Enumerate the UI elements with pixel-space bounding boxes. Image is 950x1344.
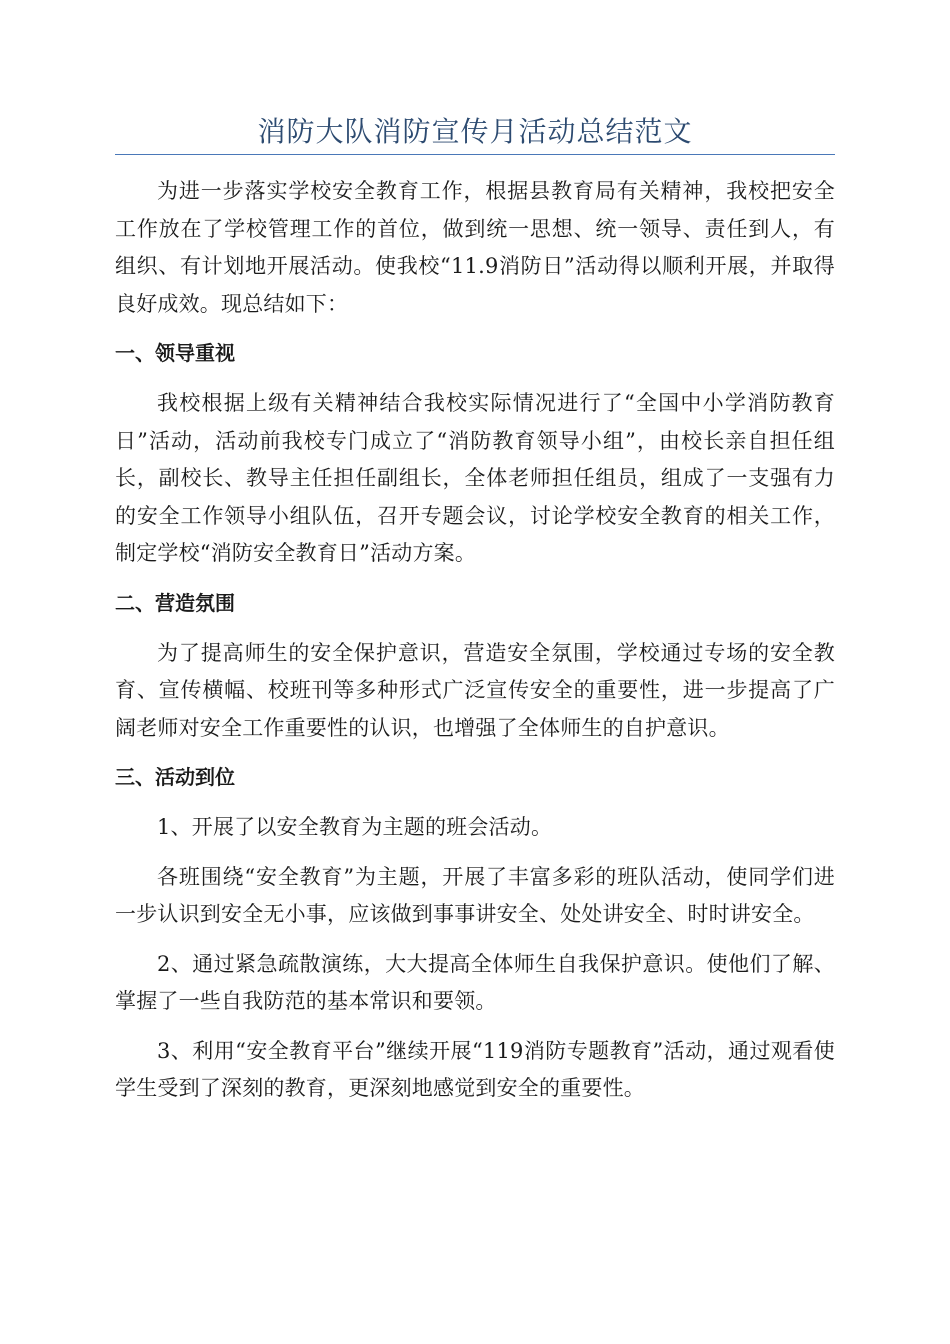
intro-paragraph: 为进一步落实学校安全教育工作，根据县教育局有关精神，我校把安全工作放在了学校管理工作的首位，做到统一思想、统一领导、责任到人，有组织、有计划地开展活动。使我校“11.9消防日”活动得以顺利开展，并取得良好成效。现总结如下： [115,179,835,316]
activity-item-1-detail: 各班围绕“安全教育”为主题，开展了丰富多彩的班队活动，使同学们进一步认识到安全无小事，应该做到事事讲安全、处处讲安全、时时讲安全。 [115,864,835,926]
section-heading-atmosphere: 二、营造氛围 [115,590,235,615]
title-underline [115,154,835,155]
section-leadership-paragraph: 我校根据上级有关精神结合我校实际情况进行了“全国中小学消防教育日”活动，活动前我校专门成立了“消防教育领导小组”，由校长亲自担任组长，副校长、教导主任担任副组长，全体老师担任组员，组成了一支强有力的安全工作领导小组队伍，召开专题会议，讨论学校安全教育的相关工作，制定学校“消防安全教育日”活动方案。 [115,391,835,565]
section-heading-activities: 三、活动到位 [115,765,235,789]
activity-item-3: 3、利用“安全教育平台”继续开展“119消防专题教育”活动，通过观看使学生受到了深刻的教育，更深刻地感觉到安全的重要性。 [115,1038,835,1100]
activity-item-1: 1、开展了以安全教育为主题的班会活动。 [157,815,553,839]
section-atmosphere-paragraph: 为了提高师生的安全保护意识，营造安全氛围，学校通过专场的安全教育、宣传横幅、校班刊等多种形式广泛宣传安全的重要性，进一步提高了广阔老师对安全工作重要性的认识，也增强了全体师生的自护意识。 [115,640,835,740]
activity-item-2: 2、通过紧急疏散演练，大大提高全体师生自我保护意识。使他们了解、掌握了一些自我防范的基本常识和要领。 [115,951,835,1013]
document-title: 消防大队消防宣传月活动总结范文 [257,115,693,148]
document-body [115,173,835,1120]
section-heading-leadership: 一、领导重视 [115,341,235,365]
